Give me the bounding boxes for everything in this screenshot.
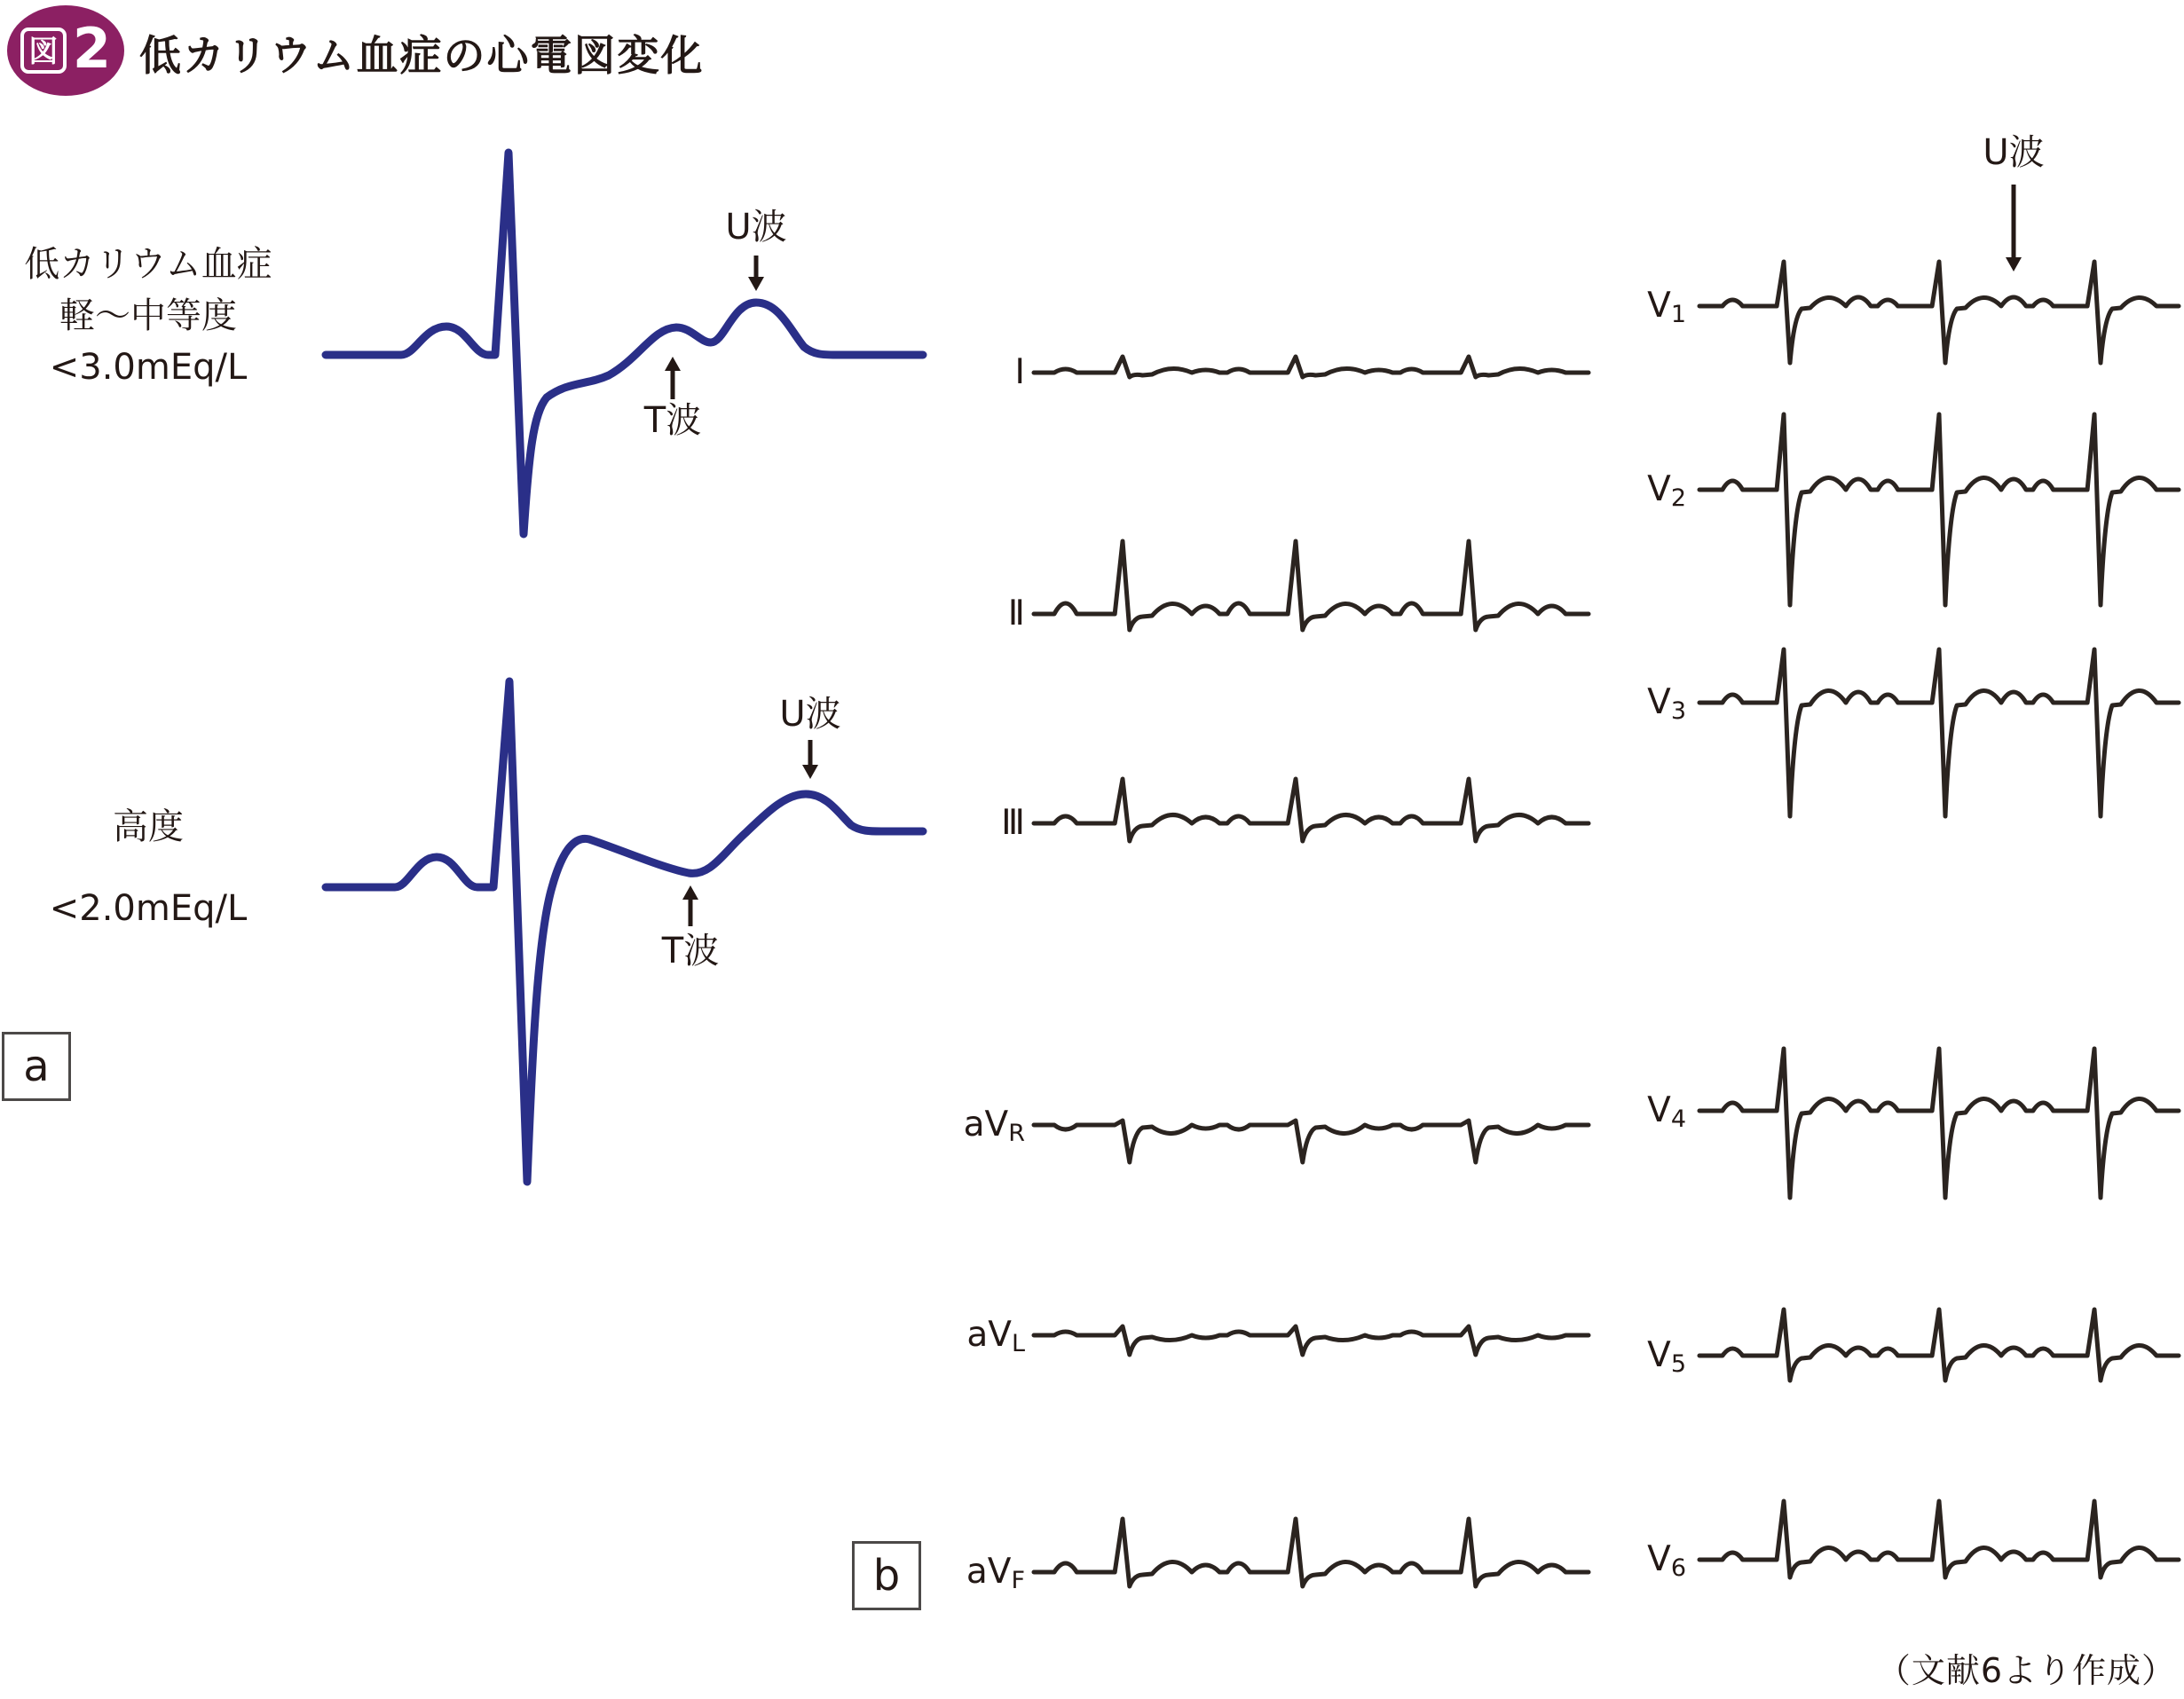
lead-trace-aVL <box>1034 1326 1589 1355</box>
lead-label-base: V <box>1647 1335 1671 1375</box>
lead-label-base: V <box>1647 286 1671 326</box>
panel-b-box <box>852 1541 921 1610</box>
lead-label-Ⅲ <box>910 802 1025 845</box>
condition-line: 軽〜中等度 <box>59 295 237 336</box>
panel-b-letter: b <box>872 1551 901 1601</box>
lead-label-subscript: L <box>1011 1330 1025 1357</box>
condition-line: <3.0mEq/L <box>49 347 248 388</box>
lead-label-V6 <box>1571 1538 1686 1590</box>
panel-a-box <box>2 1032 71 1101</box>
lead-label-aVF <box>910 1551 1025 1602</box>
lead-label-subscript: R <box>1008 1120 1025 1147</box>
u-wave-label: U波 <box>779 694 841 735</box>
arrow-down-icon <box>748 277 764 291</box>
u-wave-label: U波 <box>725 207 787 248</box>
lead-trace-V4 <box>1699 1049 2179 1198</box>
arrow-up-icon <box>665 357 681 371</box>
lead-label-base: V <box>1647 469 1671 509</box>
lead-trace-V3 <box>1699 649 2179 816</box>
lead-label-subscript: 6 <box>1670 1554 1686 1582</box>
condition-line: 低カリウム血症 <box>24 244 272 285</box>
lead-label-subscript: 3 <box>1670 697 1686 725</box>
lead-label-base: Ⅲ <box>1001 803 1025 843</box>
lead-label-Ⅱ <box>910 593 1025 635</box>
figure-badge-kanji: 図 <box>20 28 67 74</box>
lead-label-base: V <box>1647 682 1671 722</box>
lead-label-V1 <box>1571 285 1686 336</box>
lead-label-base: aV <box>963 1105 1009 1144</box>
lead-label-base: V <box>1647 1090 1671 1130</box>
lead-label-subscript: 4 <box>1670 1105 1686 1133</box>
lead-label-subscript: 1 <box>1670 301 1686 328</box>
panel-a-letter: a <box>23 1042 50 1091</box>
lead-trace-V6 <box>1699 1501 2179 1577</box>
schematic-waveform-severe <box>326 681 923 1182</box>
lead-trace-V5 <box>1699 1310 2179 1380</box>
lead-label-V4 <box>1571 1089 1686 1141</box>
lead-label-V2 <box>1571 468 1686 520</box>
lead-label-aVR <box>910 1104 1025 1155</box>
t-wave-label: T波 <box>643 400 702 441</box>
figure-title: 低カリウム血症の心電図変化 <box>139 32 705 81</box>
lead-trace-aVR <box>1034 1121 1589 1162</box>
arrow-down-icon <box>802 765 818 779</box>
lead-label-base: V <box>1647 1539 1671 1579</box>
lead-label-base: aV <box>966 1552 1012 1592</box>
lead-trace-Ⅰ <box>1034 357 1589 377</box>
lead-label-subscript: F <box>1011 1567 1025 1594</box>
lead-label-V3 <box>1571 681 1686 733</box>
condition-line: 高度 <box>113 806 184 847</box>
lead-label-aVL <box>910 1314 1025 1365</box>
lead-trace-aVF <box>1034 1519 1589 1586</box>
arrow-up-icon <box>682 885 698 900</box>
lead-trace-V2 <box>1699 414 2179 605</box>
schematic-waveform-mild <box>326 153 923 534</box>
lead-label-base: Ⅰ <box>1014 352 1025 392</box>
lead-label-Ⅰ <box>910 351 1025 394</box>
t-wave-label: T波 <box>661 931 720 971</box>
arrow-down-icon <box>2006 257 2022 271</box>
lead-label-base: Ⅱ <box>1007 594 1025 633</box>
figure-badge-number: 2 <box>72 16 112 81</box>
lead-label-subscript: 5 <box>1670 1350 1686 1378</box>
lead-label-subscript: 2 <box>1670 484 1686 512</box>
lead-trace-V1 <box>1699 262 2179 363</box>
lead-trace-Ⅱ <box>1034 541 1589 630</box>
condition-line: <2.0mEq/L <box>49 888 248 929</box>
source-caption: （文献6より作成） <box>1876 1651 2176 1690</box>
lead-label-V5 <box>1571 1334 1686 1386</box>
lead-trace-Ⅲ <box>1034 779 1589 841</box>
lead-label-base: aV <box>966 1315 1012 1355</box>
u-wave-label: U波 <box>1983 132 2045 173</box>
